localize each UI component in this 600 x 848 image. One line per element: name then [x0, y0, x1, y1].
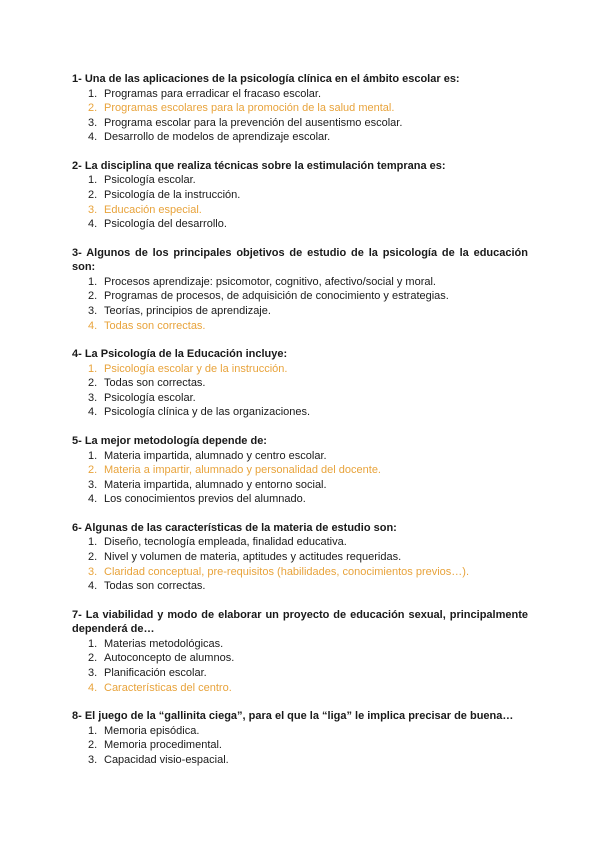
option-text: Todas son correctas.	[104, 580, 206, 593]
answer-option	[72, 535, 528, 550]
option-text: Psicología escolar.	[104, 391, 196, 404]
answer-option	[72, 738, 528, 753]
option-number: 1.	[88, 275, 98, 288]
answer-option	[72, 217, 528, 232]
option-number: 2.	[88, 652, 98, 665]
option-number: 2.	[88, 290, 98, 303]
answer-options	[72, 535, 528, 593]
answer-option-correct	[72, 203, 528, 218]
option-text: Diseño, tecnología empleada, finalidad educativa.	[104, 536, 347, 549]
answer-option-correct	[72, 101, 528, 116]
question-title: 7- La viabilidad y modo de elaborar un proyecto de educación sexual, principalmente dependerá de…	[72, 608, 528, 636]
option-number: 2.	[88, 377, 98, 390]
option-number: 4.	[88, 406, 98, 419]
answer-option	[72, 550, 528, 565]
option-text: Planificación escolar.	[104, 666, 207, 679]
question-title: 1- Una de las aplicaciones de la psicología clínica en el ámbito escolar es:	[72, 73, 460, 85]
option-number: 4.	[88, 319, 98, 332]
question-title: 4- La Psicología de la Educación incluye:	[72, 348, 288, 361]
answer-option	[72, 116, 528, 131]
answer-option	[72, 405, 528, 420]
answer-option	[72, 637, 528, 652]
option-number: 2.	[88, 550, 98, 563]
option-number: 1.	[88, 362, 98, 375]
option-number: 1.	[88, 637, 98, 650]
option-text: Programas para erradicar el fracaso escolar.	[104, 87, 322, 100]
question-1	[72, 72, 528, 145]
answer-option-correct	[72, 362, 528, 377]
option-text: Psicología escolar y de la instrucción.	[104, 362, 288, 375]
option-text: Claridad conceptual, pre-requisitos (habilidades, conocimientos previos…).	[104, 565, 470, 578]
answer-option	[72, 391, 528, 406]
answer-option-correct	[72, 319, 528, 334]
question-6	[72, 521, 528, 594]
answer-options	[72, 637, 528, 695]
answer-options	[72, 724, 528, 768]
option-text: Educación especial.	[104, 203, 202, 216]
option-text: Programa escolar para la prevención del ausentismo escolar.	[104, 116, 403, 129]
option-number: 3.	[88, 391, 98, 404]
option-number: 1.	[88, 449, 98, 462]
option-number: 3.	[88, 666, 98, 679]
option-text: Materia impartida, alumnado y entorno social.	[104, 478, 327, 491]
question-7	[72, 608, 528, 695]
option-number: 4.	[88, 681, 98, 694]
question-4	[72, 347, 528, 420]
question-title: 6- Algunas de las características de la materia de estudio son:	[72, 521, 397, 534]
option-text: Memoria procedimental.	[104, 739, 222, 752]
question-title: 8- El juego de la “gallinita ciega”, para el que la “liga” le implica precisar de buena…	[72, 710, 514, 723]
option-number: 2.	[88, 464, 98, 477]
answer-option	[72, 304, 528, 319]
option-number: 4.	[88, 493, 98, 506]
option-number: 4.	[88, 131, 98, 144]
answer-option	[72, 651, 528, 666]
question-list	[72, 72, 528, 781]
option-number: 3.	[88, 304, 98, 317]
answer-option	[72, 376, 528, 391]
answer-options	[72, 449, 528, 507]
answer-option-correct	[72, 463, 528, 478]
option-number: 1.	[88, 536, 98, 549]
option-text: Programas de procesos, de adquisición de conocimiento y estrategias.	[104, 290, 449, 303]
answer-option	[72, 478, 528, 493]
option-text: Psicología de la instrucción.	[104, 188, 241, 201]
answer-option	[72, 724, 528, 739]
option-text: Memoria episódica.	[104, 724, 200, 737]
option-text: Nivel y volumen de materia, aptitudes y actitudes requeridas.	[104, 550, 402, 563]
option-number: 2.	[88, 739, 98, 752]
option-text: Programas escolares para la promoción de la salud mental.	[104, 102, 395, 115]
answer-option	[72, 449, 528, 464]
answer-option	[72, 87, 528, 102]
option-text: Características del centro.	[104, 681, 232, 694]
answer-option	[72, 289, 528, 304]
question-8	[72, 709, 528, 767]
question-title: 5- La mejor metodología depende de:	[72, 435, 267, 447]
answer-option	[72, 130, 528, 145]
answer-option	[72, 188, 528, 203]
option-text: Autoconcepto de alumnos.	[104, 652, 235, 665]
option-text: Psicología clínica y de las organizaciones.	[104, 406, 311, 419]
option-text: Desarrollo de modelos de aprendizaje escolar.	[104, 131, 331, 144]
question-3	[72, 246, 528, 333]
option-text: Psicología escolar.	[104, 174, 196, 187]
answer-option	[72, 492, 528, 507]
option-text: Materia a impartir, alumnado y personalidad del docente.	[104, 464, 381, 477]
option-text: Todas son correctas.	[104, 319, 206, 332]
answer-option	[72, 275, 528, 290]
question-5	[72, 434, 528, 507]
option-number: 2.	[88, 188, 98, 201]
option-number: 4.	[88, 580, 98, 593]
answer-option	[72, 579, 528, 594]
option-number: 3.	[88, 753, 98, 766]
option-number: 2.	[88, 102, 98, 115]
question-title: 3- Algunos de los principales objetivos de estudio de la psicología de la educación son:	[72, 246, 528, 274]
option-number: 4.	[88, 218, 98, 231]
option-text: Teorías, principios de aprendizaje.	[104, 304, 271, 317]
answer-option	[72, 666, 528, 681]
option-text: Los conocimientos previos del alumnado.	[104, 493, 306, 506]
answer-option-correct	[72, 565, 528, 580]
question-title: 2- La disciplina que realiza técnicas sobre la estimulación temprana es:	[72, 159, 446, 172]
option-text: Capacidad visio-espacial.	[104, 753, 229, 766]
option-number: 1.	[88, 174, 98, 187]
option-text: Procesos aprendizaje: psicomotor, cognitivo, afectivo/social y moral.	[104, 275, 436, 288]
option-number: 3.	[88, 478, 98, 491]
option-number: 1.	[88, 87, 98, 100]
question-2	[72, 159, 528, 232]
option-number: 3.	[88, 116, 98, 129]
option-number: 3.	[88, 565, 98, 578]
answer-options	[72, 87, 528, 145]
answer-options	[72, 173, 528, 231]
option-text: Materia impartida, alumnado y centro escolar.	[104, 449, 327, 462]
answer-option-correct	[72, 681, 528, 696]
answer-options	[72, 275, 528, 333]
answer-option	[72, 753, 528, 768]
option-number: 3.	[88, 203, 98, 216]
option-text: Materias metodológicas.	[104, 637, 224, 650]
option-text: Psicología del desarrollo.	[104, 218, 227, 231]
option-text: Todas son correctas.	[104, 377, 206, 390]
option-number: 1.	[88, 724, 98, 737]
answer-option	[72, 173, 528, 188]
answer-options	[72, 362, 528, 420]
